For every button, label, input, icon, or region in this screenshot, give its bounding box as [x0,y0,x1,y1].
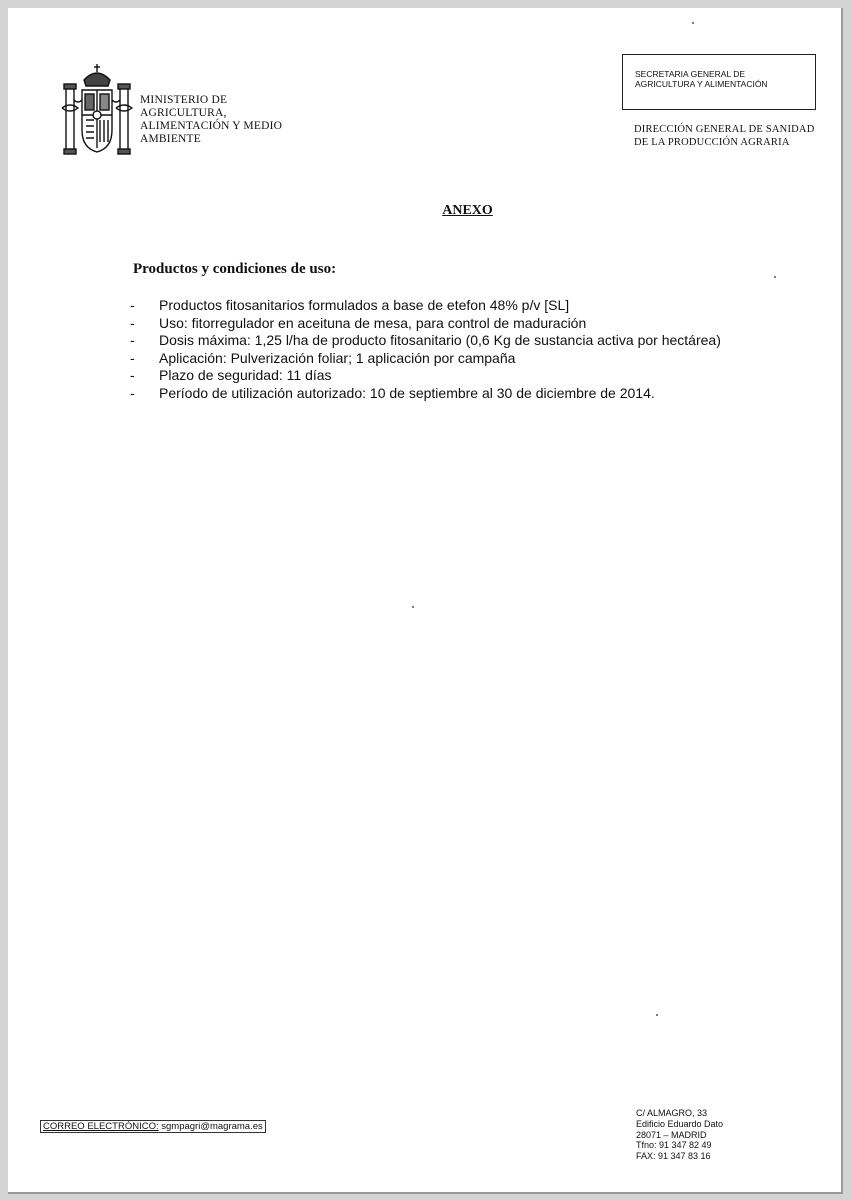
bullet-dash: - [130,332,135,348]
scan-speck [412,606,414,608]
address-line: 28071 – MADRID [636,1129,707,1140]
list-item [130,367,760,385]
condition-text: Aplicación: Pulverización foliar; 1 aplicación por campaña [159,349,516,366]
address-line: FAX: 91 347 83 16 [636,1151,711,1162]
list-item [130,350,760,368]
address-line: Edificio Eduardo Dato [636,1118,724,1129]
secretaria-line: AGRICULTURA Y ALIMENTACIÓN [635,79,768,89]
condition-text: Uso: fitorregulador en aceituna de mesa, para control de maduración [159,314,587,331]
direccion-line: DIRECCIÓN GENERAL DE SANIDAD [634,124,815,135]
scan-speck [692,22,694,24]
ministry-line: MINISTERIO DE [140,94,228,106]
ministry-name [140,94,282,146]
email-address[interactable]: sgmpagri@magrama.es [161,1121,263,1132]
address-block [636,1108,723,1162]
condition-text: Plazo de seguridad: 11 días [159,367,332,383]
ministry-line: ALIMENTACIÓN Y MEDIO [140,120,283,132]
list-item [130,332,760,350]
document-title-text: ANEXO [442,203,493,218]
bullet-dash: - [130,297,135,313]
ministry-line: AMBIENTE [140,133,202,145]
list-item [130,385,760,403]
bullet-dash: - [130,384,135,401]
document-title [8,203,841,219]
conditions-list [130,297,760,402]
scan-speck [774,276,776,278]
list-item [130,297,760,315]
section-heading: Productos y condiciones de uso: [133,261,337,277]
direccion-line: DE LA PRODUCCIÓN AGRARIA [634,136,790,148]
condition-text: Dosis máxima: 1,25 l/ha de producto fitosanitario (0,6 Kg de sustancia activa por hectárea) [159,332,721,348]
email-label: CORREO ELECTRÓNICO: [43,1121,159,1132]
condition-text: Período de utilización autorizado: 10 de septiembre al 30 de diciembre de 2014. [159,384,655,401]
address-line: C/ ALMAGRO, 33 [636,1108,708,1118]
bullet-dash: - [130,349,135,366]
coat-of-arms-icon [60,60,134,162]
secretaria-line: SECRETARIA GENERAL DE [635,69,746,79]
secretaria-box [622,54,816,110]
direccion-general [634,124,815,149]
scan-speck [656,1014,658,1016]
document-page [8,8,843,1194]
bullet-dash: - [130,367,135,383]
bullet-dash: - [130,314,135,331]
email-footer [40,1120,266,1133]
ministry-line: AGRICULTURA, [140,107,227,119]
condition-text: Productos fitosanitarios formulados a base de etefon 48% p/v [SL] [159,297,570,313]
list-item [130,315,760,333]
address-line: Tfno: 91 347 82 49 [636,1140,712,1151]
